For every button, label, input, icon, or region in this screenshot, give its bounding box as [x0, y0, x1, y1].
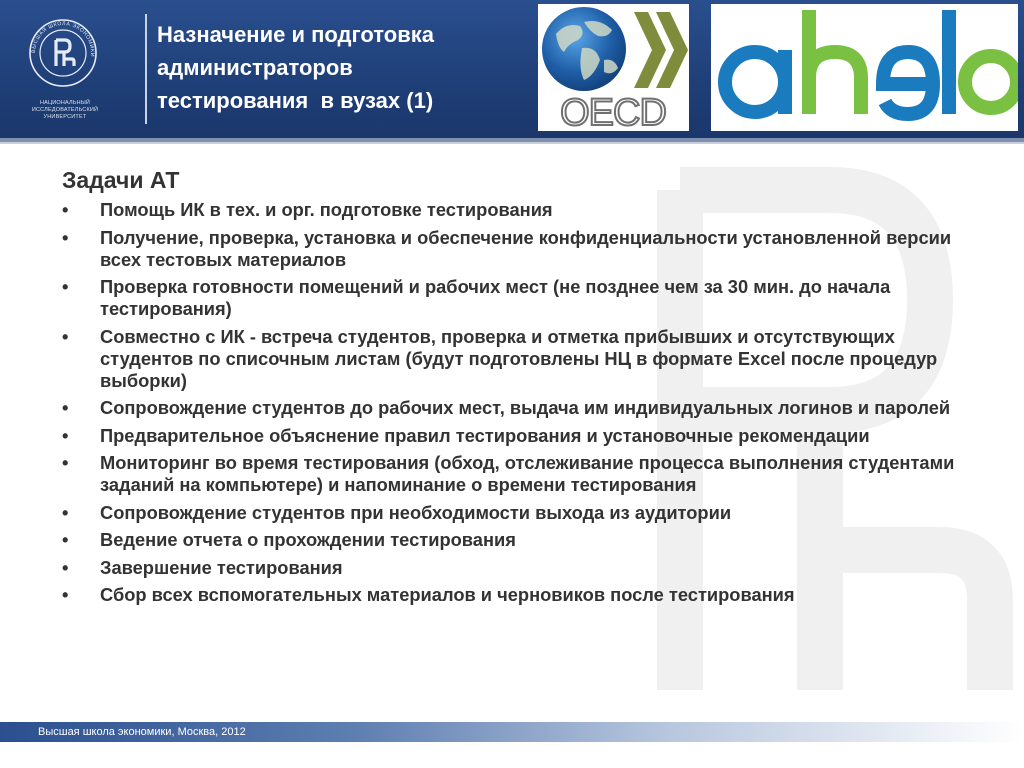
hse-caption-line-1: НАЦИОНАЛЬНЫЙ ИССЛЕДОВАТЕЛЬСКИЙ	[31, 100, 99, 113]
slide-title	[157, 18, 527, 117]
slide-title-line-3: тестирования в вузах (1)	[157, 88, 434, 113]
bullet: •	[62, 397, 69, 418]
header-divider	[145, 14, 147, 124]
bullet: •	[62, 325, 69, 347]
task-text: Сбор всех вспомогательных материалов и черновиков после тестирования	[100, 584, 795, 605]
task-item	[62, 502, 962, 524]
section-heading: Задачи АТ	[62, 167, 180, 193]
bullet: •	[62, 501, 69, 523]
task-item	[62, 425, 962, 447]
slide-header	[0, 0, 1024, 138]
hse-emblem-ring-text: ВЫСШАЯ ШКОЛА ЭКОНОМИКИ	[30, 20, 96, 58]
bullet: •	[62, 226, 69, 248]
task-text: Проверка готовности помещений и рабочих мест (не позднее чем за 30 мин. до начала тестирования)	[100, 276, 891, 319]
slide-title-line-2: администраторов	[157, 55, 353, 80]
hse-caption	[6, 100, 124, 121]
ahelo-logo-graphic	[711, 4, 1018, 131]
bullet: •	[62, 529, 69, 550]
bullet: •	[62, 276, 69, 297]
task-item	[62, 557, 962, 579]
bullet: •	[62, 424, 69, 446]
task-text: Получение, проверка, установка и обеспечение конфиденциальности установленной версии всех тестовых материалов	[100, 226, 952, 270]
oecd-logo-graphic	[538, 4, 689, 131]
hse-emblem-logo	[28, 18, 98, 88]
bullet: •	[62, 199, 69, 220]
task-item	[62, 529, 962, 551]
ahelo-wordmark: ahelo	[719, 6, 978, 131]
slide-title-line-1: Назначение и подготовка	[157, 22, 434, 47]
footer-text: Высшая школа экономики, Москва, 2012	[38, 726, 246, 738]
task-text: Мониторинг во время тестирования (обход, отслеживание процесса выполнения студентами заданий на компьютере) и напоминание о времени тестирования	[100, 452, 955, 495]
oecd-logo	[538, 4, 689, 131]
task-text: Ведение отчета о прохождении тестирования	[100, 529, 516, 550]
bullet: •	[62, 556, 69, 578]
slide-body	[62, 163, 962, 612]
task-item	[62, 584, 962, 606]
task-text: Предварительное объяснение правил тестирования и установочные рекомендации	[100, 424, 870, 446]
task-text: Сопровождение студентов при необходимости выхода из аудитории	[100, 501, 732, 523]
task-item	[62, 199, 962, 221]
header-stripe-light	[0, 142, 1024, 144]
ahelo-logo	[711, 4, 1018, 131]
bullet: •	[62, 452, 69, 473]
task-text: Совместно с ИК - встреча студентов, проверка и отметка прибывших и отсутствующих студентов по списочным листам (будут подготовлены НЦ в формате Excel после процедур выборки)	[100, 325, 938, 391]
task-text: Сопровождение студентов до рабочих мест, выдача им индивидуальных логинов и паролей	[100, 397, 951, 418]
task-text: Завершение тестирования	[100, 556, 343, 578]
task-text: Помощь ИК в тех. и орг. подготовке тестирования	[100, 199, 553, 220]
task-item	[62, 326, 962, 392]
task-item	[62, 276, 962, 320]
task-item	[62, 452, 962, 496]
task-list	[62, 199, 962, 606]
oecd-wordmark: OECD	[560, 92, 666, 131]
task-item	[62, 397, 962, 419]
task-item	[62, 227, 962, 271]
bullet: •	[62, 584, 69, 605]
hse-caption-line-2: УНИВЕРСИТЕТ	[43, 114, 87, 120]
